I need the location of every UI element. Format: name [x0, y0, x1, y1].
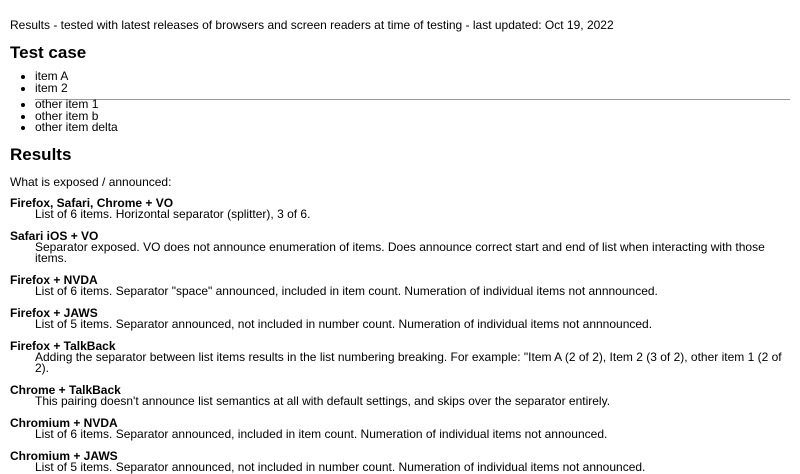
page — [0, 18, 800, 473]
results-heading: Results — [10, 144, 72, 164]
results-summary: Results - tested with latest releases of browsers and screen readers at time of testing - last updated: Oct 19, 2022 — [10, 18, 614, 32]
results-intro: What is exposed / announced: — [10, 174, 172, 189]
result-term: Firefox + JAWS — [10, 305, 98, 320]
result-description: List of 5 items. Separator announced, not included in number count. Numeration of individual items not announced. — [35, 459, 646, 474]
result-description: List of 6 items. Separator announced, included in item count. Numeration of individual items not announced. — [35, 426, 608, 441]
results-list — [10, 195, 790, 474]
list-item: • item A — [35, 71, 790, 83]
list-item: • other item delta — [35, 122, 790, 134]
result-description: This pairing doesn't announce list semantics at all with default settings, and skips over the separator entirely. — [35, 393, 611, 408]
result-term: Safari iOS + VO — [10, 228, 99, 243]
result-description: List of 6 items. Separator "space" announced, included in item count. Numeration of individual items not annnounced. — [35, 283, 658, 298]
result-description: List of 6 items. Horizontal separator (splitter), 3 of 6. — [35, 206, 311, 221]
result-term: Firefox + NVDA — [10, 272, 98, 287]
result-description: Separator exposed. VO does not announce enumeration of items. Does announce correct start and end of list when interacting with those items. — [35, 239, 765, 265]
test-case-heading: Test case — [10, 43, 87, 62]
result-description: List of 5 items. Separator announced, not included in number count. Numeration of individual items not annnounced. — [35, 316, 653, 331]
result-term: Chromium + NVDA — [10, 415, 118, 430]
result-term: Firefox + TalkBack — [10, 338, 116, 353]
list-item: • other item 1 — [35, 99, 790, 111]
result-description: Adding the separator between list items results in the list numbering breaking. For example: "Item A (2 of 2), Item 2 (3 of 2), other item 1 (2 of 2). — [35, 349, 782, 375]
result-term: Firefox, Safari, Chrome + VO — [10, 195, 174, 210]
result-term: Chrome + TalkBack — [10, 382, 121, 397]
list-item: • other item b — [35, 111, 790, 123]
test-list — [10, 71, 790, 134]
list-item: • item 2 — [35, 83, 790, 95]
result-term: Chromium + JAWS — [10, 448, 118, 463]
